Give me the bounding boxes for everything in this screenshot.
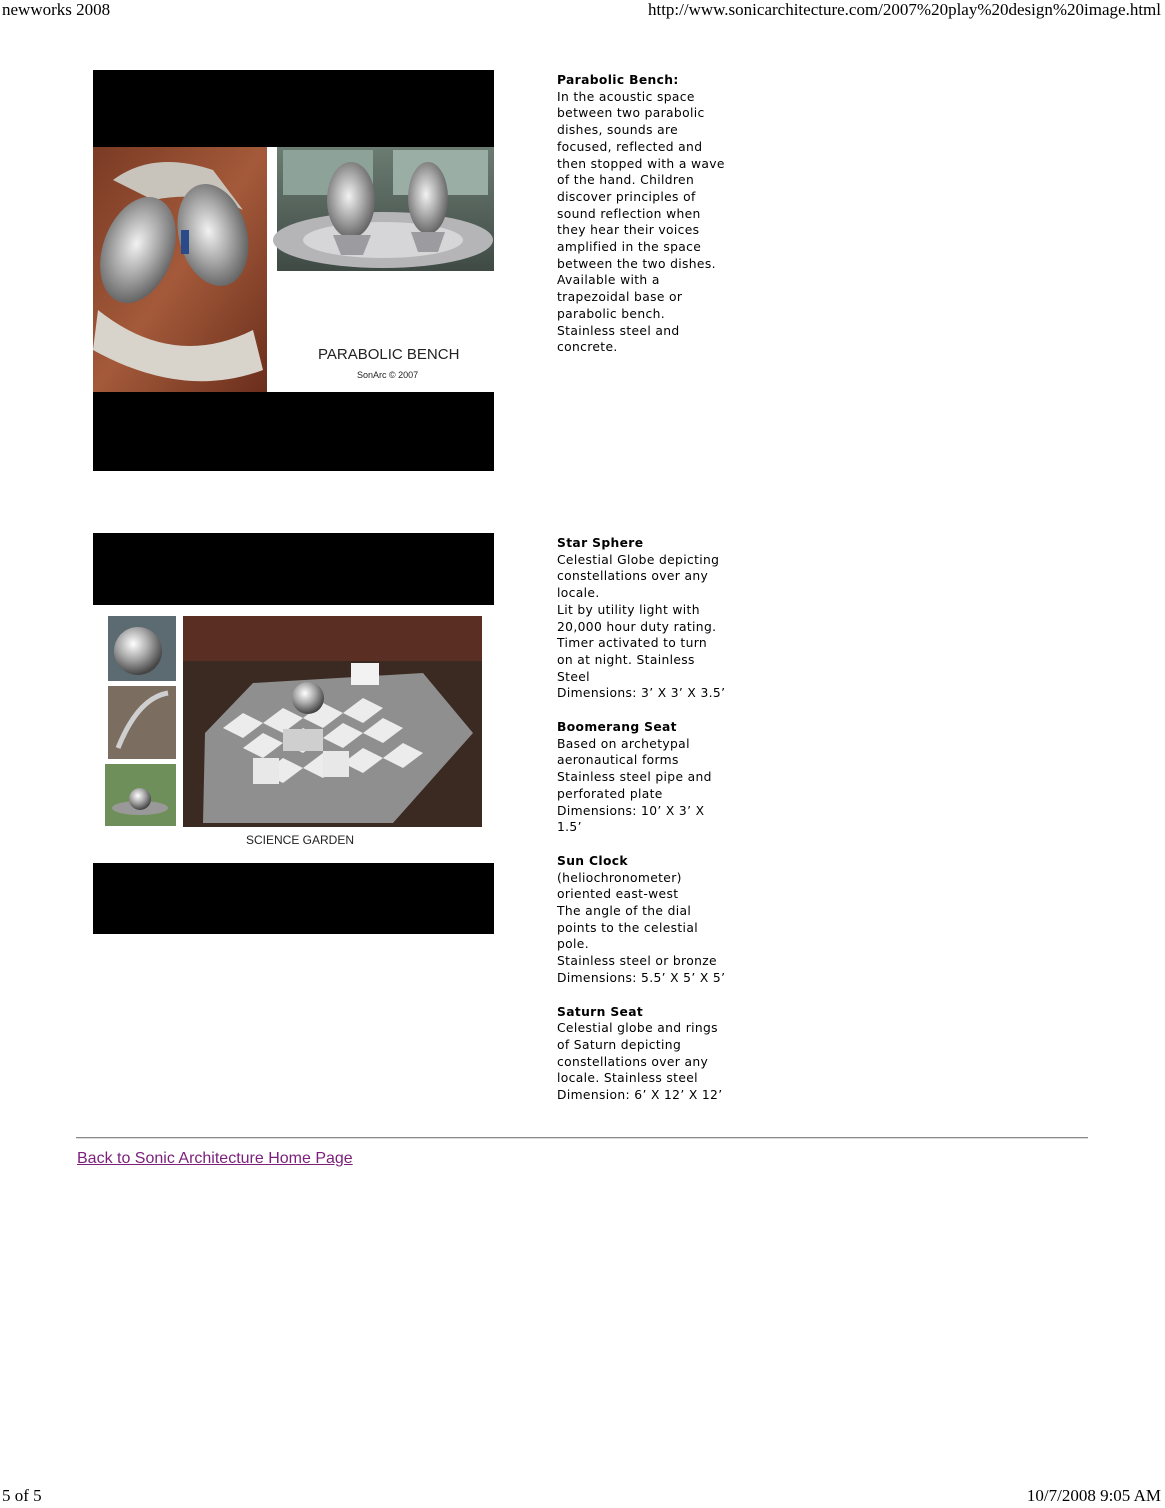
parabolic-bench-image [93,70,494,471]
page-counter: 5 of 5 [2,1486,42,1505]
science-garden-image [93,533,494,934]
item-title: Star Sphere [557,536,644,550]
saturn-seat-item [557,1004,742,1104]
item-body: Based on archetypal aeronautical forms Stainless steel pipe and perforated plate Dimensions: 10’ X 3’ X 1.5’ [557,736,712,835]
horizontal-divider [76,1137,1088,1139]
science-garden-photo-composite [93,533,494,934]
parabolic-bench-credit: SonArc © 2007 [357,370,419,380]
boomerang-seat-item [557,719,742,836]
page-header-url: http://www.sonicarchitecture.com/2007%20play%20design%20image.html [647,0,1161,19]
item-title: Boomerang Seat [557,720,677,735]
parabolic-bench-photo-composite [93,70,494,471]
item-title: Parabolic Bench: [557,73,679,87]
page-header-title: newworks 2008 [2,0,111,19]
item-title: Saturn Seat [557,1004,644,1019]
science-garden-descriptions [557,535,742,1121]
science-garden-caption: SCIENCE GARDEN [246,833,355,847]
parabolic-bench-caption: PARABOLIC BENCH [318,346,460,363]
parabolic-bench-description [557,72,742,373]
item-body: In the acoustic space between two parabolic dishes, sounds are focused, reflected and then stopped with a wave of the hand. Children discover principles of sound reflection when they hear their voices amplified in the space between the two dishes. Available with a trapezoidal base or parabolic bench. Stainless steel and concrete. [557,89,725,355]
sun-clock-item [557,853,742,987]
item-body: Celestial globe and rings of Saturn depicting constellations over any locale. Stainless steel Dimension: 6’ X 12’ X 12’ [557,1021,723,1103]
item-body: (heliochronometer) oriented east-west The angle of the dial points to the celestial pole. Stainless steel or bronze Dimensions: 5.5’ X 5’ X 5’ [557,870,726,985]
item-body: Celestial Globe depicting constellations over any locale. Lit by utility light with 20,000 hour duty rating. Timer activated to turn on at night. Stainless Steel Dimensions: 3’ X 3’ X 3.5’ [557,552,726,701]
print-datetime: 10/7/2008 9:05 AM [1026,1486,1161,1505]
home-page-link[interactable]: Back to Sonic Architecture Home Page [77,1150,353,1167]
item-title: Sun Clock [557,853,628,868]
star-sphere-item [557,535,742,702]
